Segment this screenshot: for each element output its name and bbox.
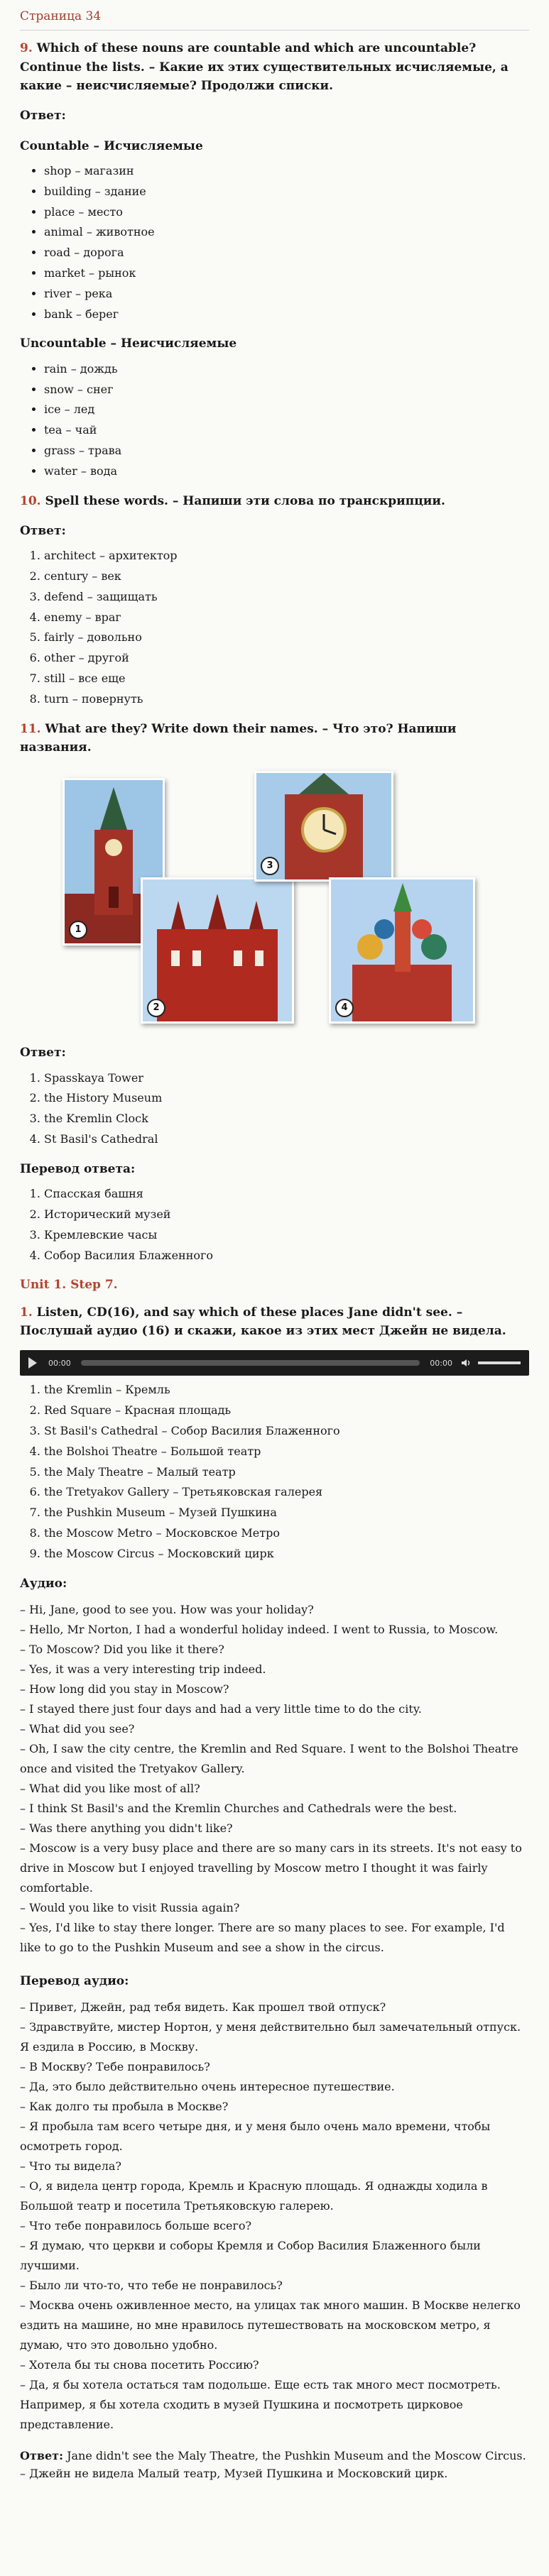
photo-number-badge: 4 bbox=[335, 999, 354, 1017]
list-item: 1. Спасская башня bbox=[44, 1185, 529, 1203]
dialog-line: – To Moscow? Did you like it there? bbox=[20, 1642, 224, 1656]
list-item: • road – дорога bbox=[44, 244, 529, 262]
list-item: 3. Кремлевские часы bbox=[44, 1227, 529, 1244]
places-list bbox=[20, 1381, 529, 1562]
answer-label: Ответ: bbox=[20, 109, 66, 124]
exercise-11-task bbox=[20, 720, 529, 757]
list-item: • market – рынок bbox=[44, 265, 529, 283]
dialog-line: – Moscow is a very busy place and there are so many cars in its streets. It's not easy to drive in Moscow but I enjoyed travelling by Moscow metro I thought it was fairly comfortable. bbox=[20, 1841, 522, 1895]
list-item: • building – здание bbox=[44, 183, 529, 201]
photo-number-badge: 3 bbox=[261, 857, 279, 875]
list-item: 7. the Pushkin Museum – Музей Пушкина bbox=[44, 1504, 529, 1522]
countable-list bbox=[20, 163, 529, 323]
play-icon[interactable] bbox=[28, 1357, 37, 1369]
list-item: 1. architect – архитектор bbox=[44, 547, 529, 565]
dialog-line: – Hi, Jane, good to see you. How was your holiday? bbox=[20, 1602, 314, 1616]
moscow-photos bbox=[62, 771, 549, 1026]
volume-icon[interactable] bbox=[461, 1358, 471, 1368]
list-item: • rain – дождь bbox=[44, 361, 529, 378]
list-item: 4. the Bolshoi Theatre – Большой театр bbox=[44, 1443, 529, 1461]
list-item: • shop – магазин bbox=[44, 163, 529, 180]
audio-translation bbox=[20, 1997, 529, 2435]
dialog-line: – What did you like most of all? bbox=[20, 1781, 200, 1795]
exercise-text: What are they? Write down their names. – Что это? Напиши названия. bbox=[20, 721, 457, 755]
dialog-line: – I stayed there just four days and had a very little time to do the city. bbox=[20, 1701, 422, 1716]
photo-number-badge: 1 bbox=[69, 921, 87, 939]
countable-label: Countable – Исчисляемые bbox=[20, 138, 203, 153]
list-item: • place – место bbox=[44, 204, 529, 221]
dialog-line: – Что тебе понравилось больше всего? bbox=[20, 2219, 252, 2233]
exercise-number: 10. bbox=[20, 493, 41, 508]
museum-image bbox=[143, 879, 292, 1021]
landmarks-translation-list bbox=[20, 1185, 529, 1264]
list-item: 8. the Moscow Metro – Московское Метро bbox=[44, 1525, 529, 1542]
final-answer bbox=[20, 2448, 529, 2483]
translation-label: Перевод ответа: bbox=[20, 1161, 136, 1176]
list-item: • ice – лед bbox=[44, 401, 529, 419]
dialog-line: – Да, это было действительно очень интересное путешествие. bbox=[20, 2080, 395, 2094]
list-item: 4. St Basil's Cathedral bbox=[44, 1131, 529, 1149]
list-item: 4. Собор Василия Блаженного bbox=[44, 1247, 529, 1265]
list-item: 8. turn – повернуть bbox=[44, 691, 529, 708]
exercise-number: 9. bbox=[20, 41, 33, 56]
answer-label: Ответ: bbox=[20, 1046, 66, 1060]
dialog-line: – How long did you stay in Moscow? bbox=[20, 1682, 229, 1696]
list-item: 2. Исторический музей bbox=[44, 1206, 529, 1224]
dialog-line: – Я думаю, что церкви и соборы Кремля и Собор Василия Блаженного были лучшими. bbox=[20, 2239, 481, 2273]
dialog-line: – О, я видела центр города, Кремль и Красную площадь. Я однажды ходила в Большой театр и посетила Третьяковскую галерею. bbox=[20, 2179, 488, 2213]
list-item: 6. the Tretyakov Gallery – Третьяковская галерея bbox=[44, 1484, 529, 1501]
dialog-line: – Would you like to visit Russia again? bbox=[20, 1900, 240, 1914]
dialog-line: – Да, я бы хотела остаться там подольше. Еще есть так много мест посмотреть. Например, я бы хотела сходить в музей Пушкина и посмотреть цирковое представление. bbox=[20, 2378, 501, 2432]
dialog-line: – Oh, I saw the city centre, the Kremlin and Red Square. I went to the Bolshoi Theatre once and visited the Tretyakov Gallery. bbox=[20, 1741, 518, 1775]
exercise-number: 11. bbox=[20, 721, 41, 736]
exercise-1-task bbox=[20, 1303, 529, 1341]
dialog-line: – I think St Basil's and the Kremlin Churches and Cathedrals were the best. bbox=[20, 1801, 457, 1815]
exercise-10-task bbox=[20, 492, 529, 510]
cathedral-image bbox=[331, 879, 473, 1021]
photo-number-badge: 2 bbox=[147, 999, 165, 1017]
list-item: 2. Red Square – Красная площадь bbox=[44, 1402, 529, 1420]
exercise-text: Spell these words. – Напиши эти слова по транскрипции. bbox=[45, 493, 445, 508]
seek-bar[interactable] bbox=[81, 1360, 420, 1366]
final-answer-label: Ответ: bbox=[20, 2449, 63, 2463]
photo-history-museum bbox=[141, 877, 294, 1024]
dialog-line: – Здравствуйте, мистер Нортон, у меня действительно был замечательный отпуск. Я ездила в Россию, в Москву. bbox=[20, 2020, 521, 2054]
exercise-text: Which of these nouns are countable and which are uncountable? Continue the lists. – Какие их этих существительных исчисляемые, а какие – неисчисляемые? Продолжи списки. bbox=[20, 41, 509, 94]
photo-st-basils-cathedral bbox=[329, 877, 475, 1024]
list-item: 2. century – век bbox=[44, 568, 529, 586]
dialog-line: – Was there anything you didn't like? bbox=[20, 1821, 233, 1835]
list-item: 6. other – другой bbox=[44, 650, 529, 667]
dialog-line: – Что ты видела? bbox=[20, 2159, 121, 2174]
dialog-line: – Как долго ты пробыла в Москве? bbox=[20, 2100, 229, 2114]
dialog-line: – Yes, I'd like to stay there longer. There are so many places to see. For example, I'd like to go to the Pushkin Museum and see a show in the circus. bbox=[20, 1920, 505, 1954]
list-item: 5. fairly – довольно bbox=[44, 629, 529, 647]
list-item: • river – река bbox=[44, 285, 529, 303]
volume-slider[interactable] bbox=[478, 1361, 521, 1364]
list-item: 1. Spasskaya Tower bbox=[44, 1070, 529, 1087]
audio-label: Аудио: bbox=[20, 1576, 67, 1591]
list-item: 4. enemy – враг bbox=[44, 609, 529, 627]
dialog-line: – Было ли что-то, что тебе не понравилось? bbox=[20, 2279, 283, 2293]
dialog-line: – Хотела бы ты снова посетить Россию? bbox=[20, 2358, 259, 2372]
dialog-line: – Yes, it was a very interesting trip indeed. bbox=[20, 1662, 266, 1676]
photo-kremlin-clock bbox=[254, 771, 393, 882]
dialog-line: – В Москву? Тебе понравилось? bbox=[20, 2060, 210, 2074]
list-item: 2. the History Museum bbox=[44, 1090, 529, 1107]
spelling-list bbox=[20, 547, 529, 708]
answer-label: Ответ: bbox=[20, 523, 66, 538]
list-item: 3. defend – защищать bbox=[44, 588, 529, 606]
dialog-line: – Hello, Mr Norton, I had a wonderful holiday indeed. I went to Russia, to Moscow. bbox=[20, 1622, 499, 1636]
list-item: 1. the Kremlin – Кремль bbox=[44, 1381, 529, 1399]
uncountable-list bbox=[20, 361, 529, 481]
list-item: 9. the Moscow Circus – Московский цирк bbox=[44, 1545, 529, 1563]
audio-translation-label: Перевод аудио: bbox=[20, 1973, 129, 1988]
list-item: 3. St Basil's Cathedral – Собор Василия Блаженного bbox=[44, 1423, 529, 1440]
audio-transcript bbox=[20, 1600, 529, 1958]
landmarks-list bbox=[20, 1070, 529, 1149]
duration-time: 00:00 bbox=[430, 1358, 452, 1368]
list-item: 7. still – все еще bbox=[44, 670, 529, 688]
list-item: • animal – животное bbox=[44, 224, 529, 241]
dialog-line: – Привет, Джейн, рад тебя видеть. Как прошел твой отпуск? bbox=[20, 2000, 386, 2015]
dialog-line: – Я пробыла там всего четыре дня, и у меня было очень мало времени, чтобы осмотреть город. bbox=[20, 2120, 491, 2154]
final-answer-text: Jane didn't see the Maly Theatre, the Pushkin Museum and the Moscow Circus. – Джейн не видела Малый театр, Музей Пушкина и Московский цирк. bbox=[20, 2449, 526, 2481]
exercise-number: 1. bbox=[20, 1305, 33, 1320]
audio-player bbox=[20, 1350, 529, 1376]
list-item: • tea – чай bbox=[44, 422, 529, 439]
exercise-text: Listen, CD(16), and say which of these places Jane didn't see. – Послушай аудио (16) и скажи, какое из этих мест Джейн не видела. bbox=[20, 1305, 506, 1339]
list-item: 3. the Kremlin Clock bbox=[44, 1110, 529, 1128]
exercise-9-task bbox=[20, 39, 529, 95]
dialog-line: – What did you see? bbox=[20, 1721, 135, 1736]
list-item: • bank – берег bbox=[44, 306, 529, 324]
list-item: 5. the Maly Theatre – Малый театр bbox=[44, 1464, 529, 1481]
dialog-line: – Москва очень оживленное место, на улицах так много машин. В Москве нелегко ездить на машине, но мне нравилось путешествовать на московском метро, я думаю, что это довольно удобно. bbox=[20, 2298, 521, 2352]
list-item: • grass – трава bbox=[44, 442, 529, 460]
list-item: • snow – снег bbox=[44, 381, 529, 399]
page-header: Страница 34 bbox=[20, 7, 529, 31]
uncountable-label: Uncountable – Неисчисляемые bbox=[20, 336, 237, 351]
unit-heading: Unit 1. Step 7. bbox=[20, 1278, 118, 1293]
current-time: 00:00 bbox=[48, 1358, 71, 1368]
list-item: • water – вода bbox=[44, 463, 529, 481]
